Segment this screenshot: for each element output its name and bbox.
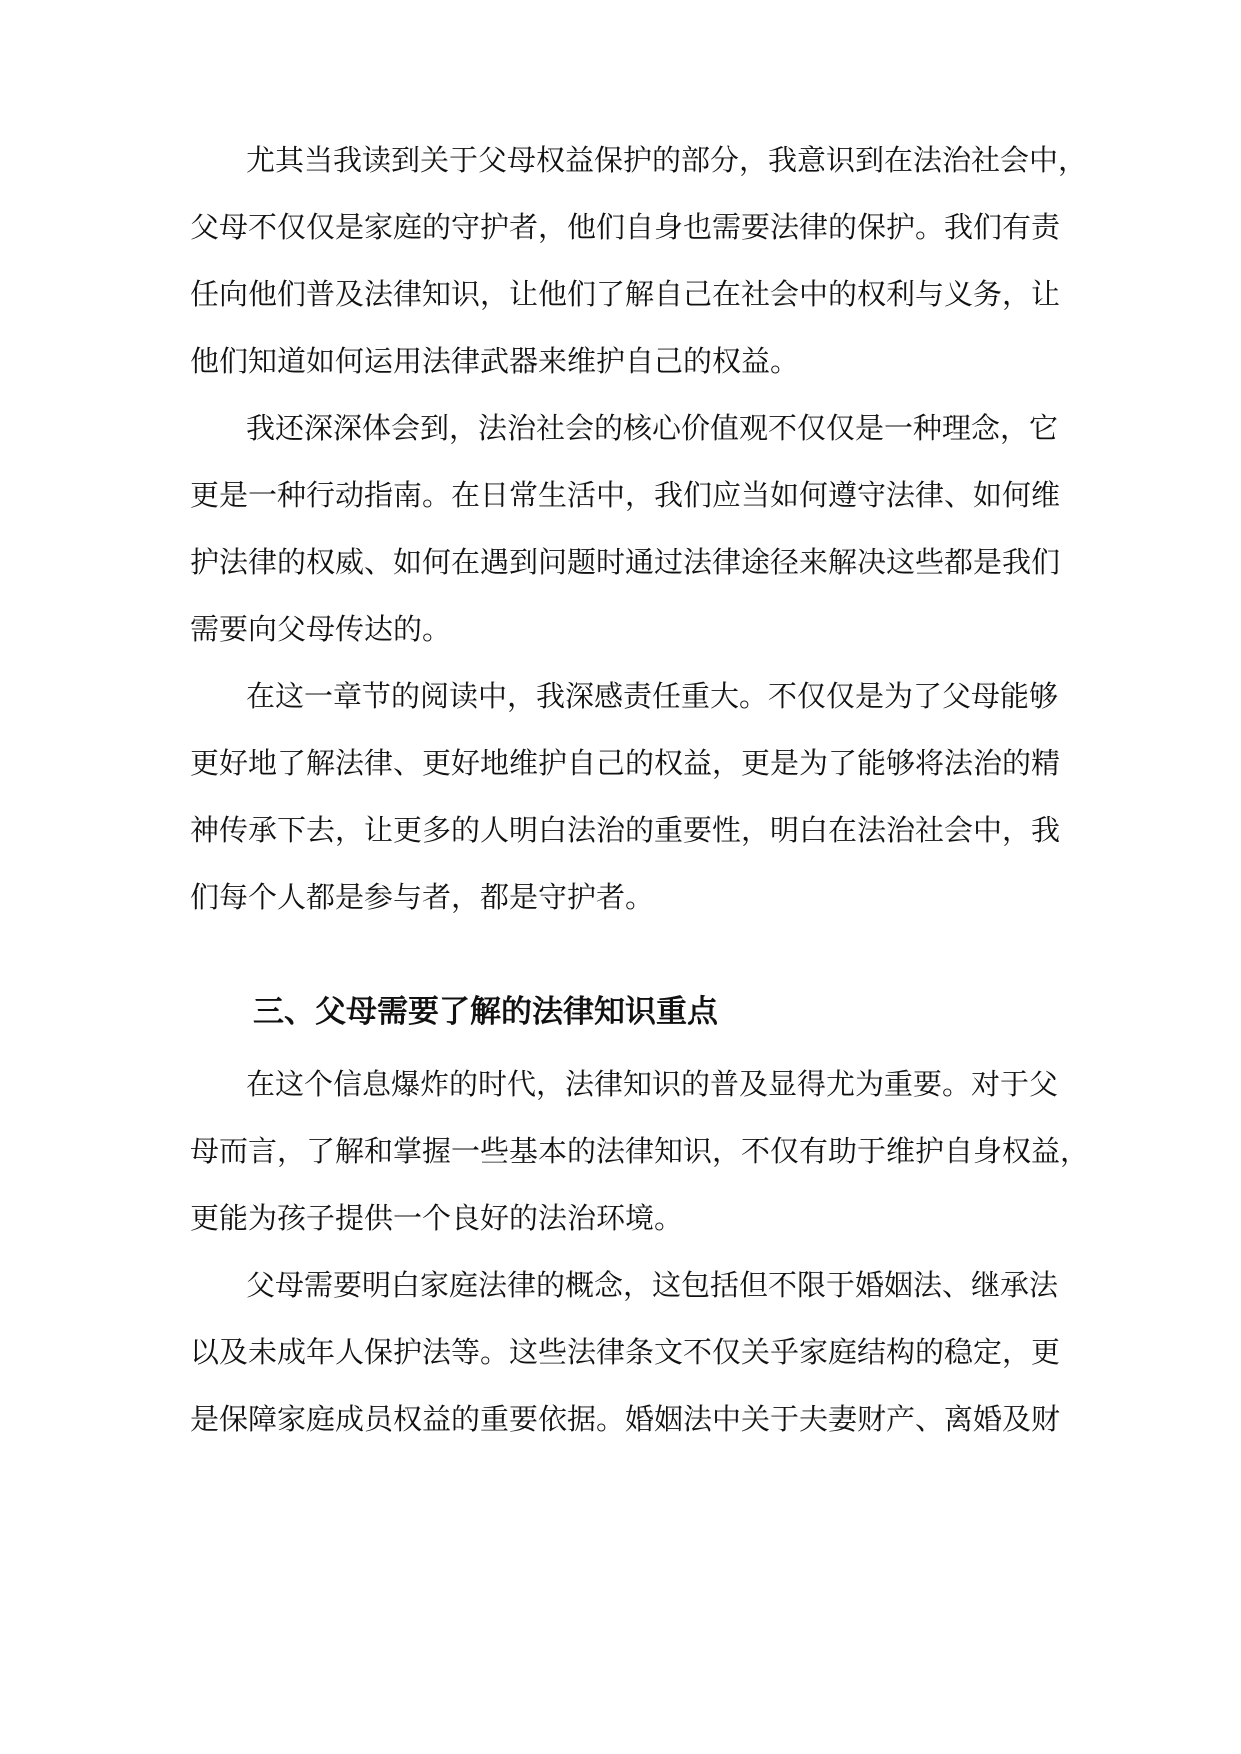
paragraph-line: 护法律的权威、如何在遇到问题时通过法律途径来解决这些都是我们 [190,545,1061,579]
paragraph-line: 神传承下去，让更多的人明白法治的重要性，明白在法治社会中，我 [190,813,1061,847]
paragraph-line: 他们知道如何运用法律武器来维护自己的权益。 [190,344,800,378]
paragraph-line: 在这个信息爆炸的时代，法律知识的普及显得尤为重要。对于父 [246,1067,1059,1101]
paragraph-line: 们每个人都是参与者，都是守护者。 [190,880,655,914]
paragraph-line: 父母不仅仅是家庭的守护者，他们自身也需要法律的保护。我们有责 [190,210,1061,244]
paragraph-line: 更是一种行动指南。在日常生活中，我们应当如何遵守法律、如何维 [190,478,1061,512]
section-heading: 三、父母需要了解的法律知识重点 [253,994,718,1030]
paragraph-line: 母而言，了解和掌握一些基本的法律知识，不仅有助于维护自身权益， [190,1134,1090,1168]
paragraph-line: 尤其当我读到关于父母权益保护的部分，我意识到在法治社会中， [246,143,1088,177]
paragraph-line: 任向他们普及法律知识，让他们了解自己在社会中的权利与义务，让 [190,277,1061,311]
paragraph-line: 更能为孩子提供一个良好的法治环境。 [190,1201,684,1235]
paragraph-line: 父母需要明白家庭法律的概念，这包括但不限于婚姻法、继承法 [246,1268,1059,1302]
paragraph-line: 更好地了解法律、更好地维护自己的权益，更是为了能够将法治的精 [190,746,1061,780]
paragraph-line: 需要向父母传达的。 [190,612,452,646]
paragraph-line: 以及未成年人保护法等。这些法律条文不仅关乎家庭结构的稳定，更 [190,1335,1061,1369]
paragraph-line: 是保障家庭成员权益的重要依据。婚姻法中关于夫妻财产、离婚及财 [190,1402,1061,1436]
paragraph-line: 在这一章节的阅读中，我深感责任重大。不仅仅是为了父母能够 [246,679,1059,713]
paragraph-line: 我还深深体会到，法治社会的核心价值观不仅仅是一种理念，它 [246,411,1059,445]
